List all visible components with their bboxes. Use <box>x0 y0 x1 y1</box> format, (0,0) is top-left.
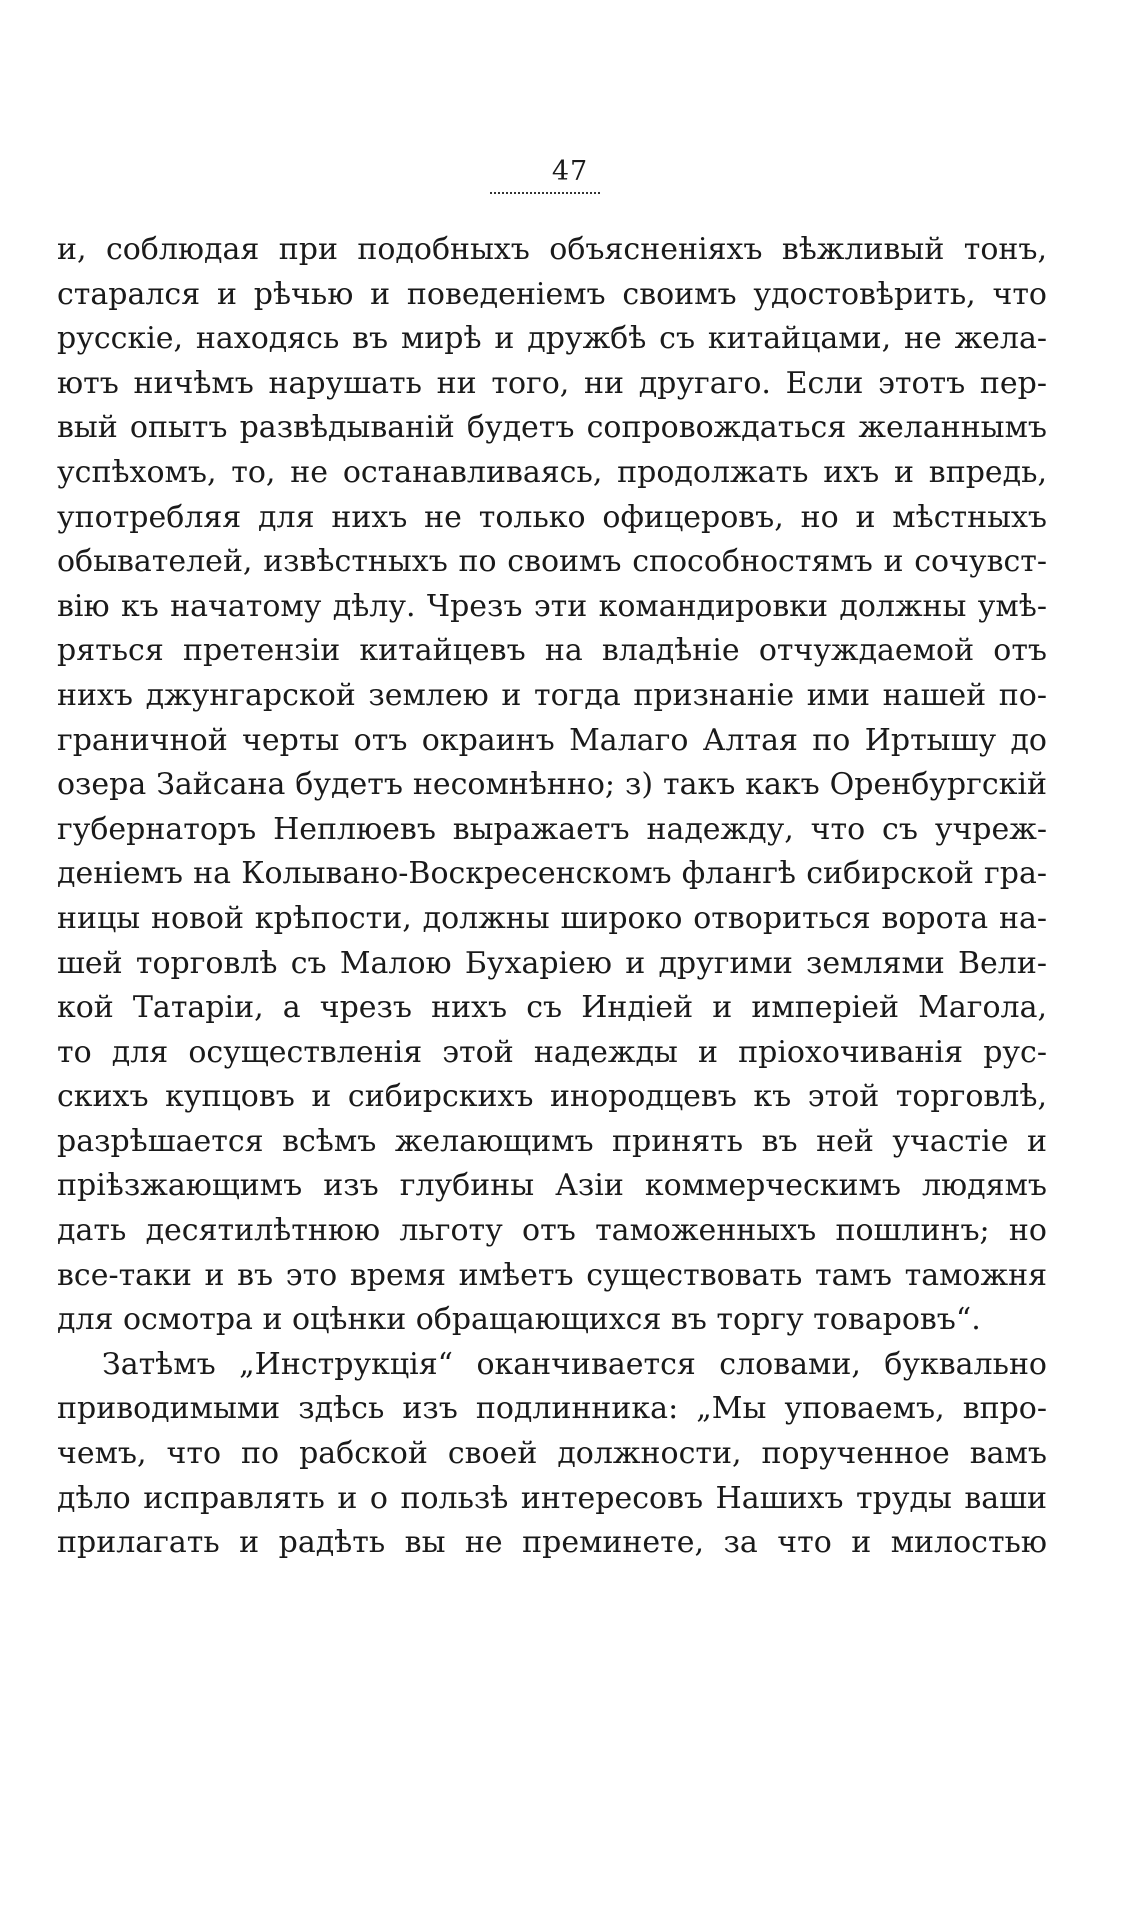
paragraph-2 <box>57 1343 1047 1566</box>
text-line: и, соблюдая при подобныхъ объясненіяхъ вѣжливый тонъ, <box>57 232 1047 267</box>
text-line: ряться претензіи китайцевъ на владѣніе отчуждаемой отъ <box>57 633 1047 669</box>
text-line: для осмотра и оцѣнки обращающихся въ торгу товаровъ“. <box>57 1302 981 1338</box>
text-line: вiю къ начатому дѣлу. Чрезъ эти командировки должны умѣ- <box>57 588 1047 624</box>
text-line: шей торговлѣ съ Малою Бухаріею и другими землями Вели- <box>57 945 1047 981</box>
body-text <box>57 228 1047 1566</box>
text-line: кой Татаріи, а чрезъ нихъ съ Индіей и имперіей Магола, <box>57 990 1047 1026</box>
text-line: старался и рѣчью и поведеніемъ своимъ удостовѣрить, что <box>57 276 1047 312</box>
text-line: чемъ, что по рабской своей должности, порученное вамъ <box>57 1436 1047 1472</box>
text-line: то для осуществленія этой надежды и пріохочиванія рус- <box>57 1034 1047 1070</box>
text-line: дѣло исправлять и о пользѣ интересовъ Нашихъ труды ваши <box>57 1480 1047 1516</box>
text-line: граничной черты отъ окраинъ Малаго Алтая по Иртышу до <box>57 722 1047 758</box>
text-line: скихъ купцовъ и сибирскихъ инородцевъ къ этой торговлѣ, <box>57 1079 1047 1115</box>
text-line: деніемъ на Колывано-Воскресенскомъ флангѣ сибирской гра- <box>57 856 1047 892</box>
page-number: 47 <box>551 156 589 187</box>
text-line: обывателей, извѣстныхъ по своимъ способностямъ и сочувст- <box>57 544 1047 580</box>
text-line: ницы новой крѣпости, должны широко отвориться ворота на- <box>57 900 1047 936</box>
text-line: разрѣшается всѣмъ желающимъ принять въ ней участіе и <box>57 1123 1047 1159</box>
text-line: губернаторъ Неплюевъ выражаетъ надежду, что съ учреж- <box>57 811 1047 847</box>
text-line: озера Зайсана будетъ несомнѣнно; з) такъ какъ Оренбургскій <box>57 767 1047 803</box>
text-line: прилагать и радѣть вы не преминете, за что и милостью <box>57 1525 1047 1561</box>
page-number-rule <box>490 192 600 194</box>
text-line: ютъ ничѣмъ нарушать ни того, ни другаго. Если этотъ пер- <box>57 365 1047 401</box>
text-line: русскіе, находясь въ мирѣ и дружбѣ съ китайцами, не жела- <box>57 321 1047 357</box>
text-line: вый опытъ развѣдыванiй будетъ сопровождаться желаннымъ <box>57 410 1047 446</box>
text-line: приводимыми здѣсь изъ подлинника: „Мы уповаемъ, впро- <box>57 1391 1047 1427</box>
text-line: употребляя для нихъ не только офицеровъ, но и мѣстныхъ <box>57 499 1047 535</box>
text-line: дать десятилѣтнюю льготу отъ таможенныхъ пошлинъ; но <box>57 1213 1047 1249</box>
text-line: Затѣмъ „Инструкція“ оканчивается словами, буквально <box>102 1346 1047 1382</box>
text-line: пріѣзжающимъ изъ глубины Азіи коммерческимъ людямъ <box>57 1168 1047 1204</box>
text-line: все-таки и въ это время имѣетъ существовать тамъ таможня <box>57 1257 1047 1293</box>
paragraph-1 <box>57 228 1047 1343</box>
text-line: успѣхомъ, то, не останавливаясь, продолжать ихъ и впредь, <box>57 454 1047 490</box>
text-line: нихъ джунгарской землею и тогда признаніе ими нашей по- <box>57 677 1047 713</box>
